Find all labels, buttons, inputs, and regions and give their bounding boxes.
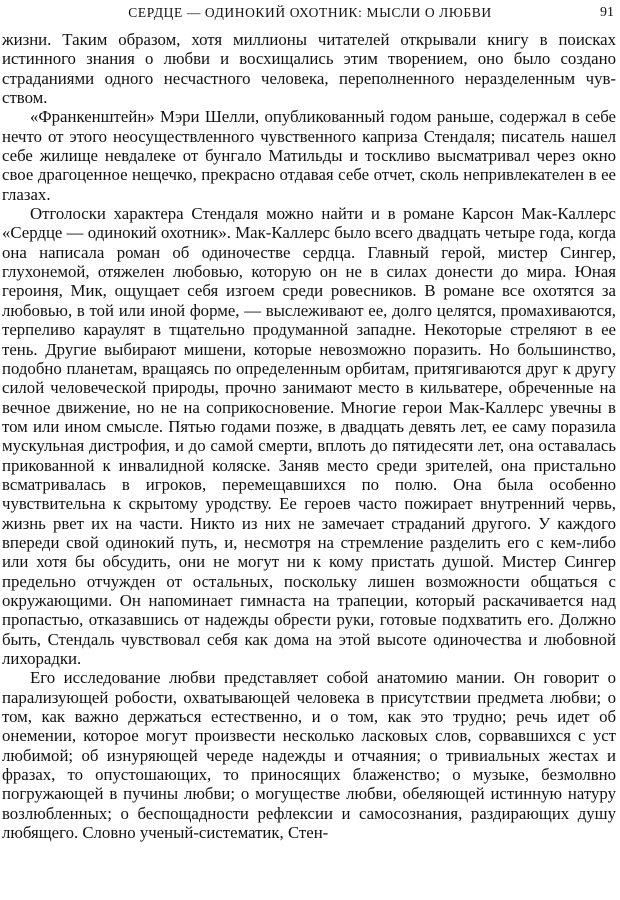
paragraph-anatomy-of-mania: Его исследование любви представляет собой анатомию мании. Он говорит о парализующей робости, охватывающей человека в присутствии предмета любви; о том, как важно держаться естественно, и о том, как это трудно; речь идет об онемении, которое могут произвести несколько ласковых слов, сорвавшихся с уст любимой; об изнуряющей череде надежды и отчаяния; о тривиальных жестах и фразах, то опустошающих, то приносящих блаженство; о музыке, безмолвно погружающей в пучины любви; о могуществе любви, обеляющей истинную натуру возлюбленных; о беспощадности рефлексии и самосознания, раздирающих душу любящего. Словно ученый-систематик, Стен- [2, 668, 616, 843]
paragraph-mccullers: Отголоски характера Стендаля можно найти и в романе Карсон Мак-Каллерс «Сердце — одинокий охотник». Мак-Каллерс было всего двадцать четыре года, когда она написала роман об одиночестве сердца. Главный герой, мистер Сингер, глухонемой, отяжелен любовью, которую он не в силах донести до мира. Юная героиня, Мик, ощущает себя изгоем среди ровесников. В романе все охотятся за любовью, в той или иной форме, — выслеживают ее, долго целятся, промахиваются, терпеливо караулят в тщательно продуманной западне. Некоторые стреляют в ее тень. Другие выбирают мишени, которые невозможно поразить. Но большинство, подобно планетам, вращаясь по определенным орбитам, притягиваются друг к другу силой человеческой природы, прочно занимают место в кильватере, обреченные на вечное движение, но не на соприкосновение. Многие герои Мак-Каллерс увечны в том или ином смысле. Пятью годами позже, в двадцать девять лет, ее саму поразила мускульная дистрофия, и до самой смерти, вплоть до пятидесяти лет, она оставалась прикованной к инвалидной коляске. Заняв место среди зрителей, она пристально всматривалась в игроков, перемещавшихся по полю. Она была особенно чувствительна к скрытому уродству. Ее героев часто пожирает внутренний червь, жизнь рвет их на части. Никто из них не замечает страданий другого. У каждого впереди свой одинокий путь, и, несмотря на стремление разделить его с кем-либо или хотя бы обсудить, они не могут ни к кому пристать душой. Мистер Сингер предельно отчужден от остальных, поскольку лишен возможности общаться с окружающими. Он напоминает гимнаста на трапеции, который раскачивается над пропастью, отказавшись от надежды обрести руки, готовые подхватить его. Должно быть, Стендаль чувствовал себя как дома на этой высоте одиночества и любовной лихорадки. [2, 204, 616, 668]
paragraph-frankenstein: «Франкенштейн» Мэри Шелли, опубликованный годом раньше, содержал в себе нечто от этого неосуществленного чувственного каприза Стендаля; писатель нашел себе жилище невдалеке от бунгало Матильды и тоскливо высматривал через окно свое драгоценное нещечко, прекрасно отдавая себе отчет, сколь непривлекателен в ее глазах. [2, 107, 616, 204]
body-text [2, 30, 616, 842]
page-number: 91 [600, 5, 614, 20]
running-title: СЕРДЦЕ — ОДИНОКИЙ ОХОТНИК: МЫСЛИ О ЛЮБВИ [128, 5, 492, 20]
running-header [0, 2, 620, 24]
paragraph-continuation: жизни. Таким образом, хотя миллионы читателей открывали книгу в поисках истинного знания о любви и восхищались этим творением, оно было создано страданиями одного несчастного человека, переполненного неразделенным чувством. [2, 30, 616, 108]
